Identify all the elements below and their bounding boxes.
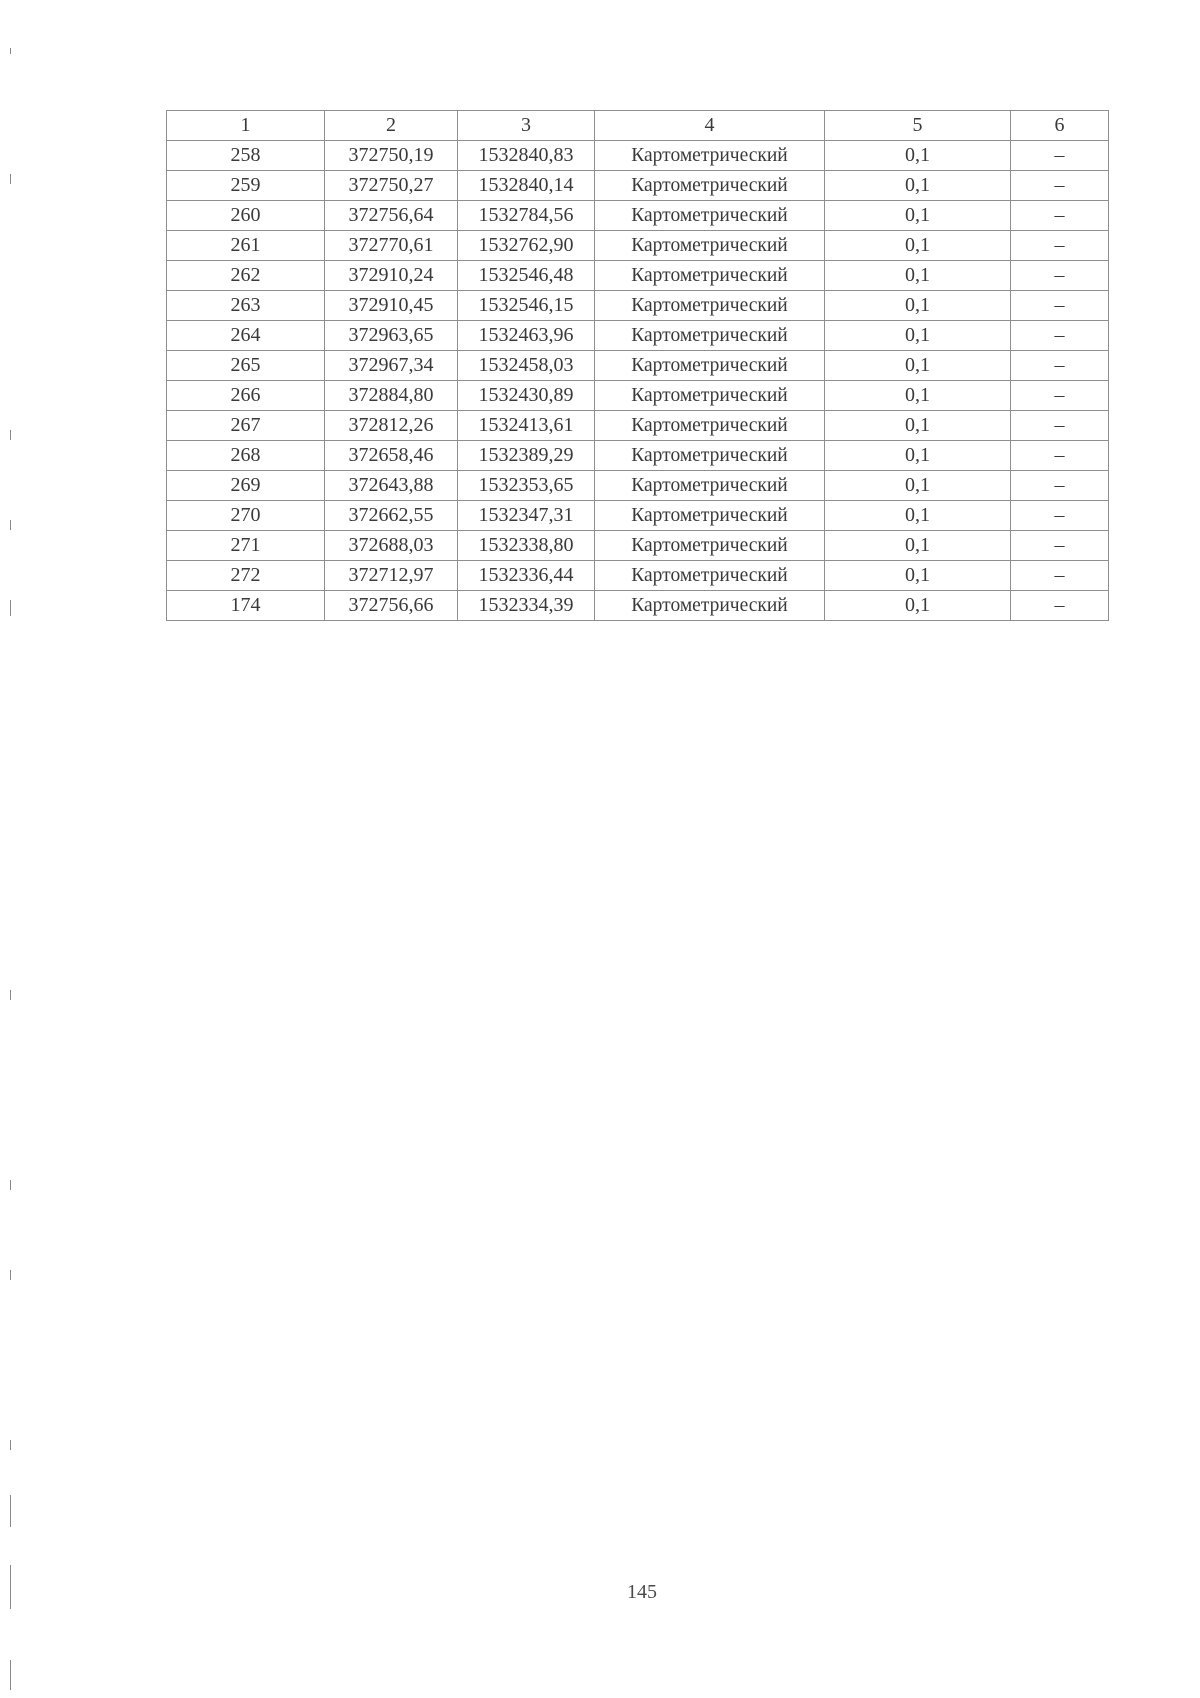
- method-cell: Картометрический: [595, 141, 825, 171]
- table-row: [167, 291, 1109, 321]
- y-coordinate-cell: 1532546,15: [458, 291, 595, 321]
- table-body: [167, 141, 1109, 621]
- table-row: [167, 261, 1109, 291]
- description-cell: –: [1011, 381, 1109, 411]
- description-cell: –: [1011, 561, 1109, 591]
- x-coordinate-cell: 372967,34: [325, 351, 458, 381]
- y-coordinate-cell: 1532413,61: [458, 411, 595, 441]
- y-coordinate-cell: 1532353,65: [458, 471, 595, 501]
- table-header-row: [167, 111, 1109, 141]
- scan-mark: [10, 1180, 11, 1190]
- method-cell: Картометрический: [595, 231, 825, 261]
- table-row: [167, 231, 1109, 261]
- scan-mark: [10, 990, 11, 1000]
- column-header: 5: [825, 111, 1011, 141]
- x-coordinate-cell: 372658,46: [325, 441, 458, 471]
- x-coordinate-cell: 372812,26: [325, 411, 458, 441]
- point-number-cell: 174: [167, 591, 325, 621]
- description-cell: –: [1011, 471, 1109, 501]
- point-number-cell: 260: [167, 201, 325, 231]
- method-cell: Картометрический: [595, 351, 825, 381]
- table-row: [167, 501, 1109, 531]
- accuracy-cell: 0,1: [825, 501, 1011, 531]
- x-coordinate-cell: 372688,03: [325, 531, 458, 561]
- method-cell: Картометрический: [595, 561, 825, 591]
- description-cell: –: [1011, 231, 1109, 261]
- method-cell: Картометрический: [595, 321, 825, 351]
- y-coordinate-cell: 1532334,39: [458, 591, 595, 621]
- x-coordinate-cell: 372770,61: [325, 231, 458, 261]
- point-number-cell: 266: [167, 381, 325, 411]
- table-row: [167, 321, 1109, 351]
- y-coordinate-cell: 1532338,80: [458, 531, 595, 561]
- x-coordinate-cell: 372643,88: [325, 471, 458, 501]
- method-cell: Картометрический: [595, 411, 825, 441]
- scan-mark: [10, 48, 11, 54]
- x-coordinate-cell: 372750,27: [325, 171, 458, 201]
- point-number-cell: 264: [167, 321, 325, 351]
- description-cell: –: [1011, 531, 1109, 561]
- column-header: 1: [167, 111, 325, 141]
- accuracy-cell: 0,1: [825, 351, 1011, 381]
- scan-mark: [10, 430, 11, 440]
- column-header: 2: [325, 111, 458, 141]
- table-row: [167, 471, 1109, 501]
- y-coordinate-cell: 1532840,14: [458, 171, 595, 201]
- accuracy-cell: 0,1: [825, 411, 1011, 441]
- table-row: [167, 141, 1109, 171]
- accuracy-cell: 0,1: [825, 321, 1011, 351]
- accuracy-cell: 0,1: [825, 561, 1011, 591]
- scan-mark: [10, 520, 11, 530]
- column-header: 6: [1011, 111, 1109, 141]
- table-row: [167, 441, 1109, 471]
- description-cell: –: [1011, 141, 1109, 171]
- accuracy-cell: 0,1: [825, 201, 1011, 231]
- point-number-cell: 265: [167, 351, 325, 381]
- table-row: [167, 381, 1109, 411]
- x-coordinate-cell: 372963,65: [325, 321, 458, 351]
- scan-mark: [10, 1270, 11, 1280]
- x-coordinate-cell: 372756,64: [325, 201, 458, 231]
- description-cell: –: [1011, 261, 1109, 291]
- accuracy-cell: 0,1: [825, 141, 1011, 171]
- description-cell: –: [1011, 501, 1109, 531]
- method-cell: Картометрический: [595, 171, 825, 201]
- table-row: [167, 351, 1109, 381]
- method-cell: Картометрический: [595, 591, 825, 621]
- column-header: 3: [458, 111, 595, 141]
- x-coordinate-cell: 372884,80: [325, 381, 458, 411]
- description-cell: –: [1011, 411, 1109, 441]
- description-cell: –: [1011, 441, 1109, 471]
- description-cell: –: [1011, 201, 1109, 231]
- accuracy-cell: 0,1: [825, 261, 1011, 291]
- y-coordinate-cell: 1532762,90: [458, 231, 595, 261]
- y-coordinate-cell: 1532546,48: [458, 261, 595, 291]
- point-number-cell: 267: [167, 411, 325, 441]
- point-number-cell: 271: [167, 531, 325, 561]
- description-cell: –: [1011, 291, 1109, 321]
- y-coordinate-cell: 1532430,89: [458, 381, 595, 411]
- y-coordinate-cell: 1532840,83: [458, 141, 595, 171]
- x-coordinate-cell: 372910,24: [325, 261, 458, 291]
- description-cell: –: [1011, 321, 1109, 351]
- y-coordinate-cell: 1532389,29: [458, 441, 595, 471]
- point-number-cell: 258: [167, 141, 325, 171]
- y-coordinate-cell: 1532336,44: [458, 561, 595, 591]
- method-cell: Картометрический: [595, 381, 825, 411]
- point-number-cell: 259: [167, 171, 325, 201]
- method-cell: Картометрический: [595, 501, 825, 531]
- description-cell: –: [1011, 591, 1109, 621]
- page-number: 145: [627, 1581, 657, 1603]
- x-coordinate-cell: 372756,66: [325, 591, 458, 621]
- table-row: [167, 561, 1109, 591]
- accuracy-cell: 0,1: [825, 471, 1011, 501]
- method-cell: Картометрический: [595, 201, 825, 231]
- x-coordinate-cell: 372910,45: [325, 291, 458, 321]
- description-cell: –: [1011, 171, 1109, 201]
- accuracy-cell: 0,1: [825, 441, 1011, 471]
- point-number-cell: 270: [167, 501, 325, 531]
- method-cell: Картометрический: [595, 261, 825, 291]
- table-row: [167, 201, 1109, 231]
- method-cell: Картометрический: [595, 471, 825, 501]
- accuracy-cell: 0,1: [825, 231, 1011, 261]
- accuracy-cell: 0,1: [825, 171, 1011, 201]
- accuracy-cell: 0,1: [825, 291, 1011, 321]
- method-cell: Картометрический: [595, 291, 825, 321]
- point-number-cell: 268: [167, 441, 325, 471]
- y-coordinate-cell: 1532784,56: [458, 201, 595, 231]
- x-coordinate-cell: 372662,55: [325, 501, 458, 531]
- coordinates-table: [166, 110, 1109, 621]
- table-row: [167, 531, 1109, 561]
- description-cell: –: [1011, 351, 1109, 381]
- x-coordinate-cell: 372712,97: [325, 561, 458, 591]
- table-row: [167, 171, 1109, 201]
- scan-mark: [10, 174, 11, 184]
- method-cell: Картометрический: [595, 441, 825, 471]
- point-number-cell: 272: [167, 561, 325, 591]
- column-header: 4: [595, 111, 825, 141]
- y-coordinate-cell: 1532347,31: [458, 501, 595, 531]
- scan-mark: [10, 600, 11, 616]
- point-number-cell: 261: [167, 231, 325, 261]
- y-coordinate-cell: 1532458,03: [458, 351, 595, 381]
- x-coordinate-cell: 372750,19: [325, 141, 458, 171]
- y-coordinate-cell: 1532463,96: [458, 321, 595, 351]
- scan-mark: [10, 1495, 11, 1527]
- point-number-cell: 262: [167, 261, 325, 291]
- table-row: [167, 591, 1109, 621]
- scan-edge-marks: [6, 0, 16, 1698]
- scan-mark: [10, 1660, 11, 1690]
- accuracy-cell: 0,1: [825, 591, 1011, 621]
- accuracy-cell: 0,1: [825, 381, 1011, 411]
- accuracy-cell: 0,1: [825, 531, 1011, 561]
- point-number-cell: 263: [167, 291, 325, 321]
- method-cell: Картометрический: [595, 531, 825, 561]
- point-number-cell: 269: [167, 471, 325, 501]
- scan-mark: [10, 1440, 11, 1450]
- table-row: [167, 411, 1109, 441]
